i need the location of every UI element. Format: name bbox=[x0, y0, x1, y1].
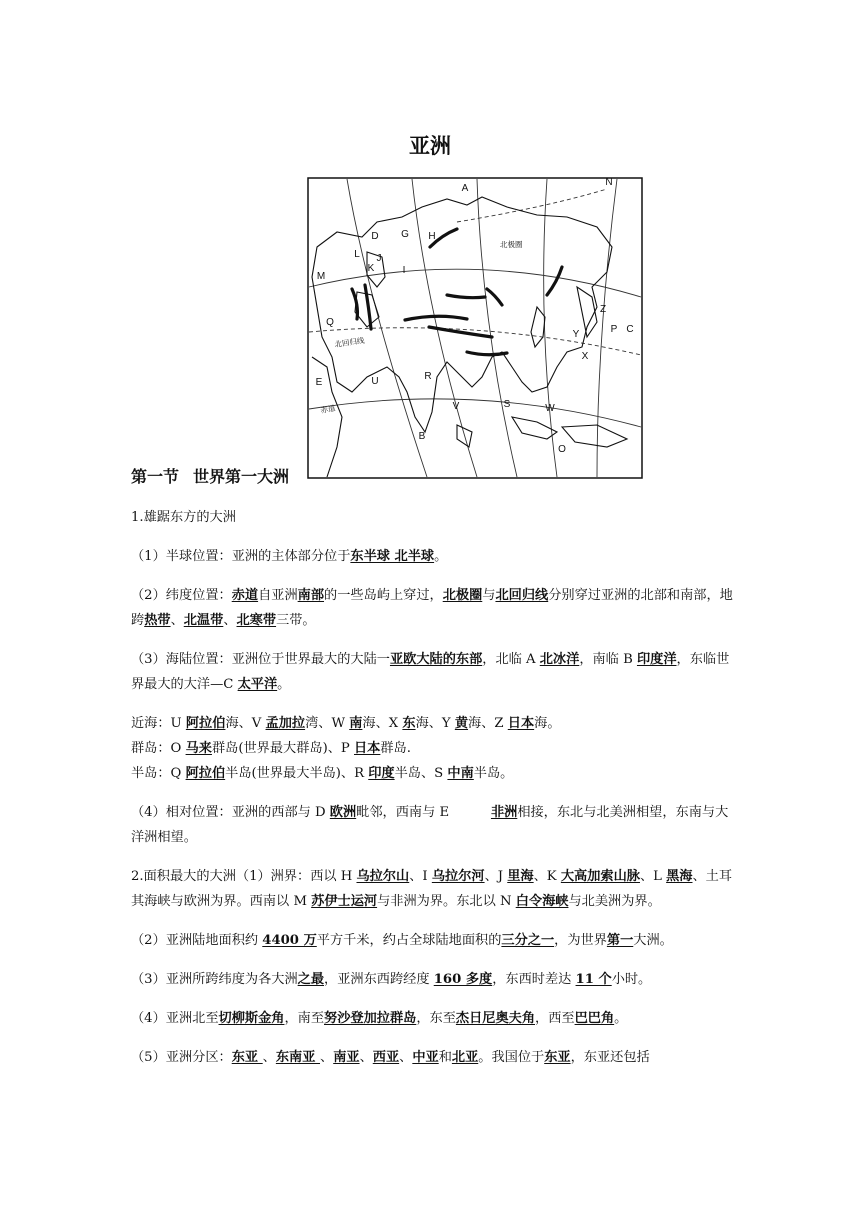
map-label-W: W bbox=[545, 403, 555, 414]
map-label-L: L bbox=[354, 249, 360, 260]
map-label-N: N bbox=[605, 177, 613, 188]
paragraph-1: 1.雄踞东方的大洲 bbox=[131, 510, 236, 525]
paragraph-peninsulas: 半岛：Q 阿拉伯半岛(世界最大半岛)、R 印度半岛、S 中南半岛。 bbox=[131, 766, 514, 781]
map-label-H: H bbox=[428, 231, 436, 242]
document-body bbox=[131, 505, 733, 1070]
paragraph-extremes: （4）亚洲北至切柳斯金角，南至努沙登加拉群岛，东至杰日尼奥夫角，西至巴巴角。 bbox=[131, 1011, 628, 1026]
map-label-Z: Z bbox=[599, 304, 607, 315]
asia-map bbox=[307, 177, 643, 479]
paragraph-span: （3）亚洲所跨纬度为各大洲之最，亚洲东西跨经度 160 多度，东西时差达 11 个小时。 bbox=[131, 972, 652, 987]
map-label-I: I bbox=[402, 265, 406, 276]
paragraph-hemisphere: （1）半球位置：亚洲的主体部分位于东半球 北半球。 bbox=[131, 549, 448, 564]
paragraph-sea-land: （3）海陆位置：亚洲位于世界最大的大陆一亚欧大陆的东部，北临 A 北冰洋，南临 B 印度洋，东临世界最大的大洋—C 太平洋。 bbox=[131, 652, 730, 692]
map-label-K: K bbox=[367, 263, 375, 274]
map-label-V: V bbox=[452, 401, 460, 412]
map-label-arctic: 北极圈 bbox=[500, 240, 523, 249]
section-title: 世界第一大洲 bbox=[193, 467, 290, 486]
map-label-X: X bbox=[581, 351, 589, 362]
map-label-D: D bbox=[371, 231, 379, 242]
map-label-tropic: 北回归线 bbox=[334, 335, 365, 349]
paragraph-regions: （5）亚洲分区：东亚 、东南亚 、南亚、西亚、中亚和北亚。我国位于东亚，东亚还包括 bbox=[131, 1050, 650, 1065]
map-label-P: P bbox=[610, 324, 618, 335]
paragraph-area: （2）亚洲陆地面积约 4400 万平方千米，约占全球陆地面积的三分之一，为世界第一大洲。 bbox=[131, 933, 673, 948]
map-label-C: C bbox=[626, 324, 634, 335]
map-label-O: O bbox=[558, 444, 566, 455]
paragraph-relative-position: （4）相对位置：亚洲的西部与 D 欧洲毗邻，西南与 E 非洲相接，东北与北美洲相望，东南与大洋洲相望。 bbox=[131, 805, 729, 845]
section-number: 第一节 bbox=[131, 467, 180, 486]
section-heading bbox=[131, 464, 303, 487]
map-label-R: R bbox=[424, 371, 432, 382]
page-title: 亚洲 bbox=[409, 134, 451, 158]
map-label-Q: Q bbox=[326, 317, 334, 328]
map-label-J: J bbox=[376, 253, 382, 264]
paragraph-latitude: （2）纬度位置：赤道自亚洲南部的一些岛屿上穿过，北极圈与北回归线分别穿过亚洲的北部和南部，地跨热带、北温带、北寒带三带。 bbox=[131, 588, 733, 628]
map-label-B: B bbox=[418, 431, 426, 442]
map-label-Y: Y bbox=[572, 329, 580, 340]
map-label-equator: 赤道 bbox=[319, 403, 337, 415]
map-label-M: M bbox=[316, 271, 326, 282]
map-label-S: S bbox=[503, 399, 511, 410]
answer: 东半球 北半球 bbox=[350, 549, 435, 564]
paragraph-seas: 近海：U 阿拉伯海、V 孟加拉湾、W 南海、X 东海、Y 黄海、Z 日本海。 bbox=[131, 716, 561, 731]
map-label-U: U bbox=[371, 376, 379, 387]
map-label-A: A bbox=[461, 183, 469, 194]
map-label-G: G bbox=[401, 229, 409, 240]
map-label-E: E bbox=[315, 377, 323, 388]
paragraph-islands: 群岛：O 马来群岛(世界最大群岛)、P 日本群岛. bbox=[131, 741, 411, 756]
paragraph-boundaries: 2.面积最大的大洲（1）洲界：西以 H 乌拉尔山、I 乌拉尔河、J 里海、K 大高加索山脉、L 黑海、土耳其海峡与欧洲为界。西南以 M 苏伊士运河与非洲为界。东北以 N 白令海峡与北美洲为界。 bbox=[131, 869, 733, 909]
